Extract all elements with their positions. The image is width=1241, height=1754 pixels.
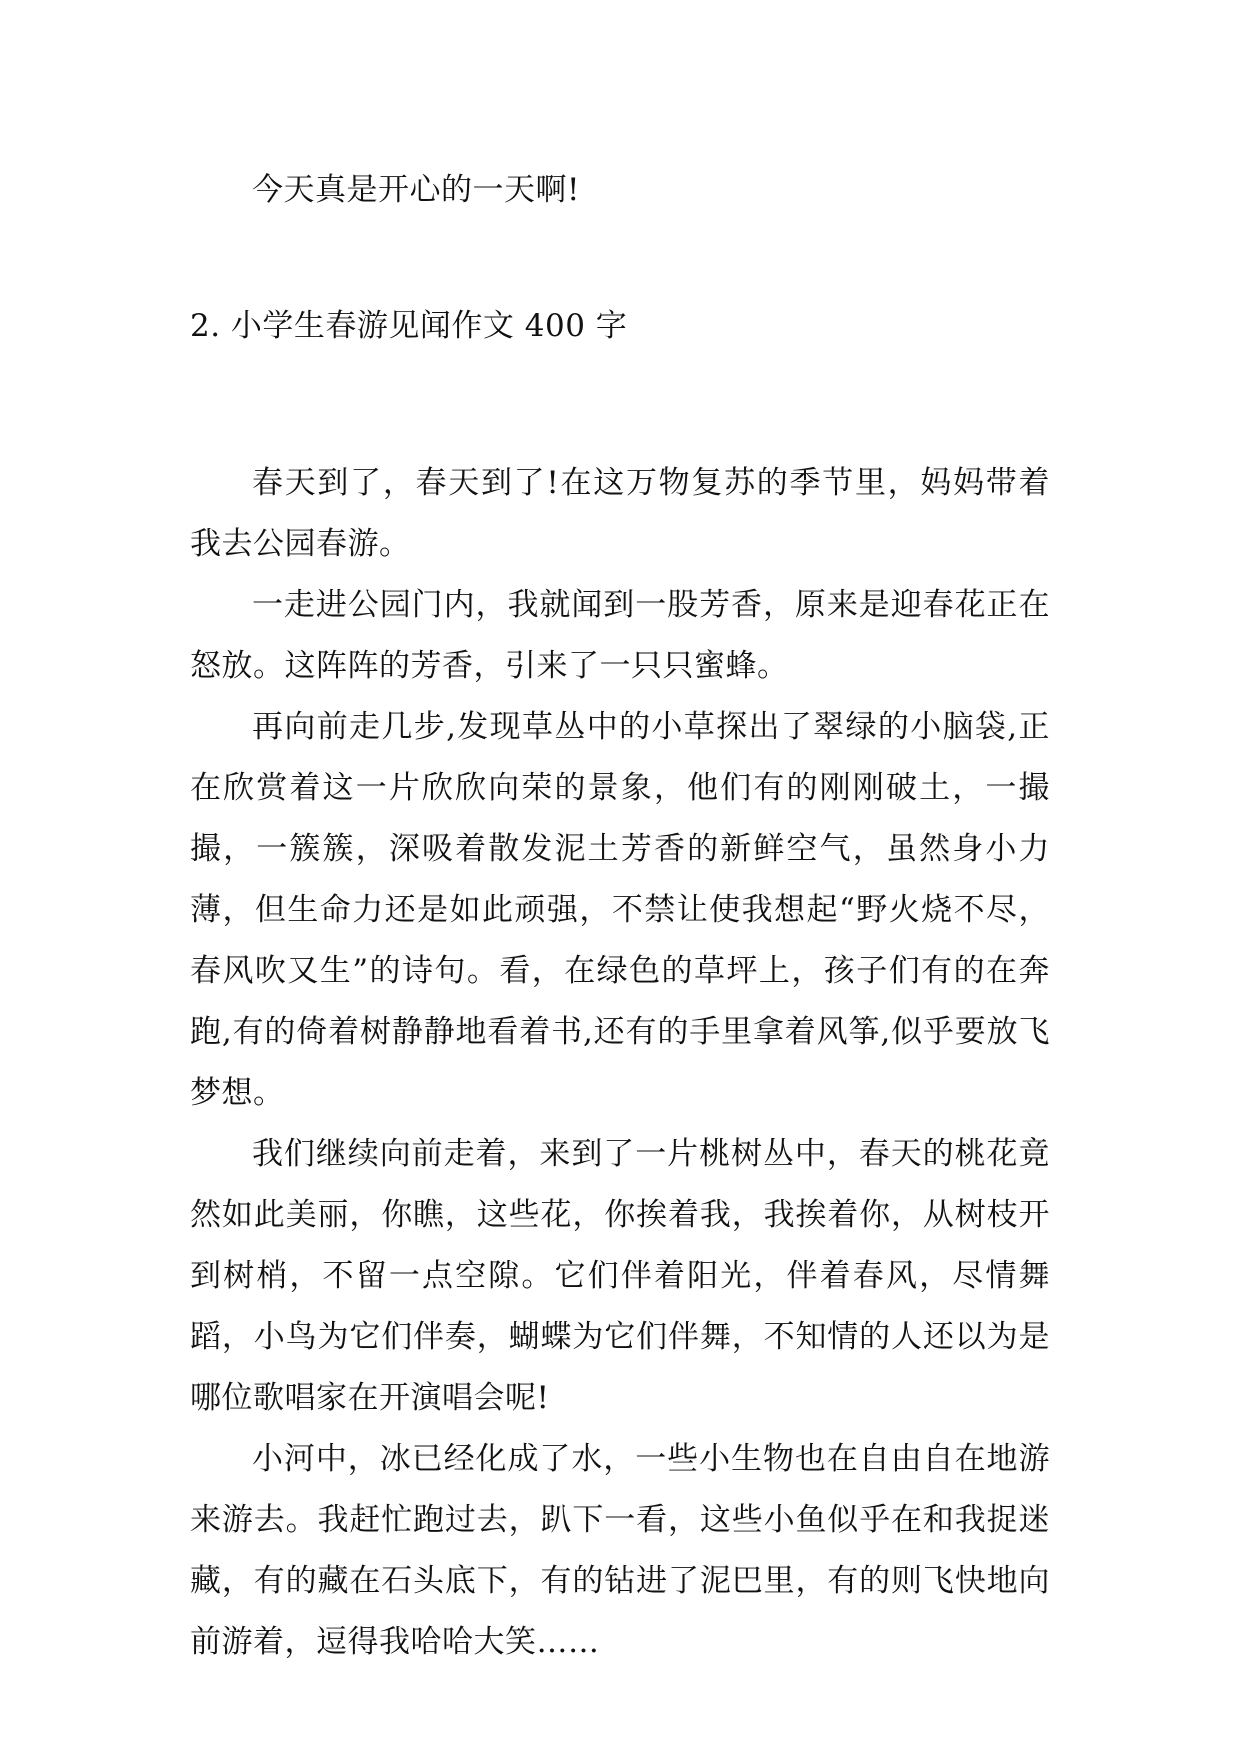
paragraph: 春天到了，春天到了!在这万物复苏的季节里，妈妈带着我去公园春游。 xyxy=(190,465,1050,562)
spacer xyxy=(190,221,1050,296)
closing-line: 今天真是开心的一天啊! xyxy=(252,172,580,208)
paragraph: 我们继续向前走着，来到了一片桃树丛中，春天的桃花竟然如此美丽，你瞧，这些花，你挨着我，我挨着你，从树枝开到树梢，不留一点空隙。它们伴着阳光，伴着春风，尽情舞蹈，小鸟为它们伴奏，蝴蝶为它们伴舞，不知情的人还以为是哪位歌唱家在开演唱会呢! xyxy=(190,1136,1050,1416)
spacer xyxy=(190,357,1050,453)
document-body xyxy=(190,160,1050,1673)
paragraph: 一走进公园门内，我就闻到一股芳香，原来是迎春花正在怒放。这阵阵的芳香，引来了一只只蜜蜂。 xyxy=(190,587,1050,684)
section-heading: 2. 小学生春游见闻作文 400 字 xyxy=(190,308,628,344)
paragraph: 再向前走几步,发现草丛中的小草探出了翠绿的小脑袋,正在欣赏着这一片欣欣向荣的景象，他们有的刚刚破土，一撮撮，一簇簇，深吸着散发泥土芳香的新鲜空气，虽然身小力薄，但生命力还是如此顽强，不禁让使我想起“野火烧不尽，春风吹又生”的诗句。看，在绿色的草坪上，孩子们有的在奔跑,有的倚着树静静地看着书,还有的手里拿着风筝,似乎要放飞梦想。 xyxy=(190,709,1050,1111)
paragraph: 小河中，冰已经化成了水，一些小生物也在自由自在地游来游去。我赶忙跑过去，趴下一看，这些小鱼似乎在和我捉迷藏，有的藏在石头底下，有的钻进了泥巴里，有的则飞快地向前游着，逗得我哈哈大笑…… xyxy=(190,1441,1050,1660)
